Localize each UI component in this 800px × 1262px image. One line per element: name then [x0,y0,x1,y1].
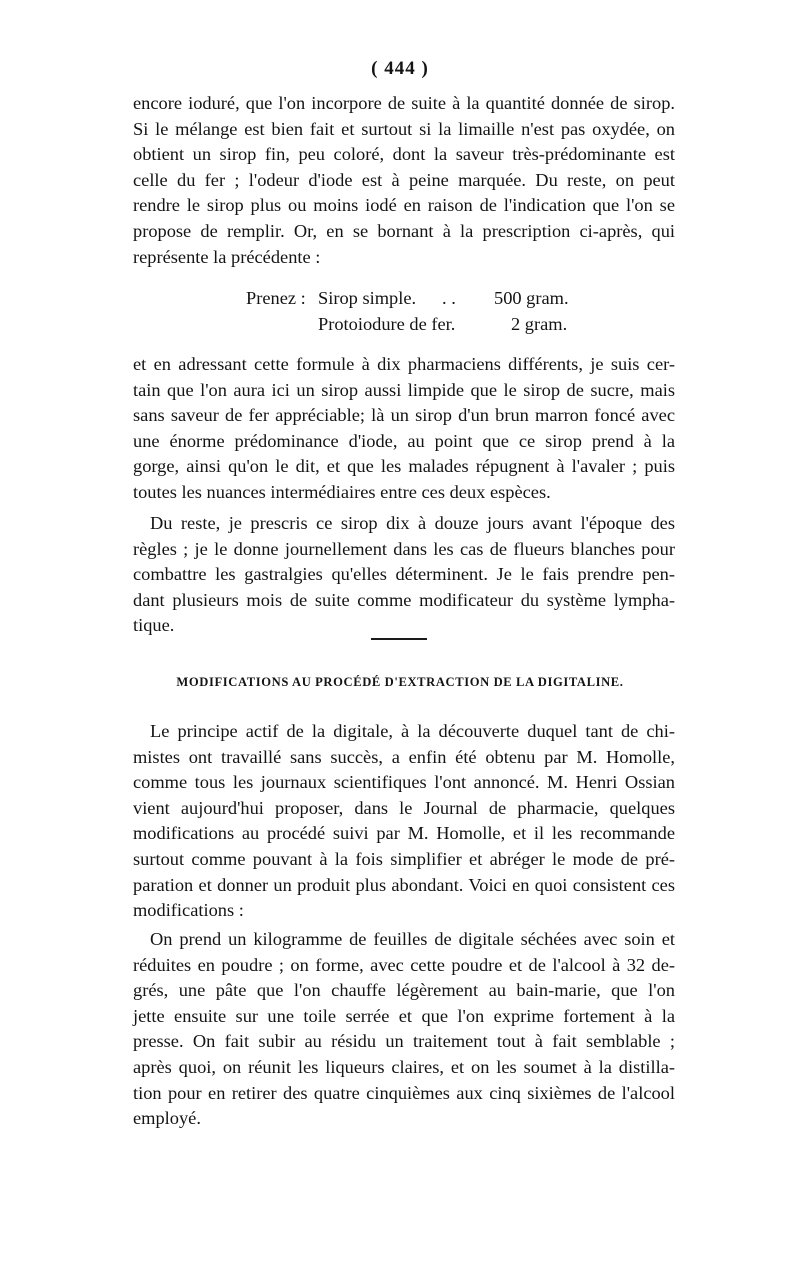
paragraph-prescription-usage [133,511,675,639]
text-line: encore ioduré, que l'on incorpore de suite à la quantité donnée de sirop. [133,93,675,113]
text-line: Le principe actif de la digitale, à la découverte duquel tant de chi- [150,721,675,741]
text-line: tion pour en retirer des quatre cinquièmes aux cinq sixièmes de l'alcool [133,1082,675,1103]
recipe-ingredient-dots: . . [442,288,456,308]
text-line: obtient un sirop fin, peu coloré, dont la saveur très-prédominante est [133,144,675,165]
paragraph-digitaline-intro [133,719,675,924]
text-line: rendre le sirop plus ou moins iodé en raison de l'indication que l'on se [133,195,675,216]
text-line: après quoi, on réunit les liqueurs claires, et on les soumet à la distilla- [133,1056,675,1077]
text-line: dant plusieurs mois de suite comme modificateur du système lympha- [133,589,675,610]
text-line: modifications au procédé suivi par M. Homolle, et il les recommande [133,823,675,844]
text-line: jette ensuite sur une toile serrée et que l'on exprime fortement à la [133,1005,675,1026]
text-line: tain que l'on aura ici un sirop aussi limpide que le sirop de sucre, mais [133,379,675,400]
text-line: tique. [133,615,175,636]
recipe-ingredient-quantity: 500 gram. [494,288,569,308]
text-line: toutes les nuances intermédiaires entre ces deux espèces. [133,481,551,502]
text-line: une énorme prédominance d'iode, au point que ce sirop prend à la [133,430,675,451]
page-number: ( 444 ) [371,58,429,79]
paragraph-syrup-description [133,91,675,270]
text-line: On prend un kilogramme de feuilles de digitale séchées avec soin et [150,929,675,949]
text-line: modifications : [133,900,244,921]
text-line: vient aujourd'hui proposer, dans le Journal de pharmacie, quelques [133,797,675,818]
text-line: celle du fer ; l'odeur d'iode est à peine marquée. Du reste, on peut [133,169,675,190]
section-divider [371,638,427,640]
text-line: propose de remplir. Or, en se bornant à la prescription ci-après, qui [133,220,675,241]
text-line: et en adressant cette formule à dix pharmaciens différents, je suis cer- [133,354,675,374]
text-line: paration et donner un produit plus abondant. Voici en quoi consistent ces [133,874,675,895]
text-line: presse. On fait subir au résidu un traitement tout à fait semblable ; [133,1031,675,1052]
text-line: sans saveur de fer appréciable; là un sirop d'un brun marron foncé avec [133,405,675,426]
paragraph-extraction-procedure [133,927,675,1132]
text-line: mistes ont travaillé sans succès, a enfin été obtenu par M. Homolle, [133,746,675,767]
text-line: Si le mélange est bien fait et surtout si la limaille n'est pas oxydée, on [133,118,675,139]
recipe-ingredient-quantity: 2 gram. [511,314,568,334]
paragraph-pharmacists-comparison [133,352,675,506]
section-title: MODIFICATIONS AU PROCÉDÉ D'EXTRACTION DE LA DIGITALINE. [176,675,624,689]
text-line: employé. [133,1108,201,1129]
text-line: combattre les gastralgies qu'elles déterminent. Je le fais prendre pen- [133,564,675,585]
text-line: comme tous les journaux scientifiques l'ont annoncé. M. Henri Ossian [133,772,675,793]
text-line: surtout comme pouvant à la fois simplifier et abréger le mode de pré- [133,848,675,869]
text-line: représente la précédente : [133,246,321,267]
text-line: gorge, ainsi qu'on le dit, et que les malades répugnent à l'avaler ; puis [133,456,675,477]
text-line: règles ; je le donne journellement dans les cas de flueurs blanches pour [133,538,675,559]
recipe-ingredient-name: Sirop simple. [318,288,417,308]
recipe-prefix: Prenez : [246,288,306,308]
text-line: réduites en poudre ; on forme, avec cette poudre et de l'alcool à 32 de- [133,954,675,975]
text-line: Du reste, je prescris ce sirop dix à douze jours avant l'époque des [150,513,675,533]
text-line: grés, une pâte que l'on chauffe légèrement au bain-marie, que l'on [133,980,675,1001]
recipe-ingredient-name: Protoiodure de fer. [318,314,456,334]
